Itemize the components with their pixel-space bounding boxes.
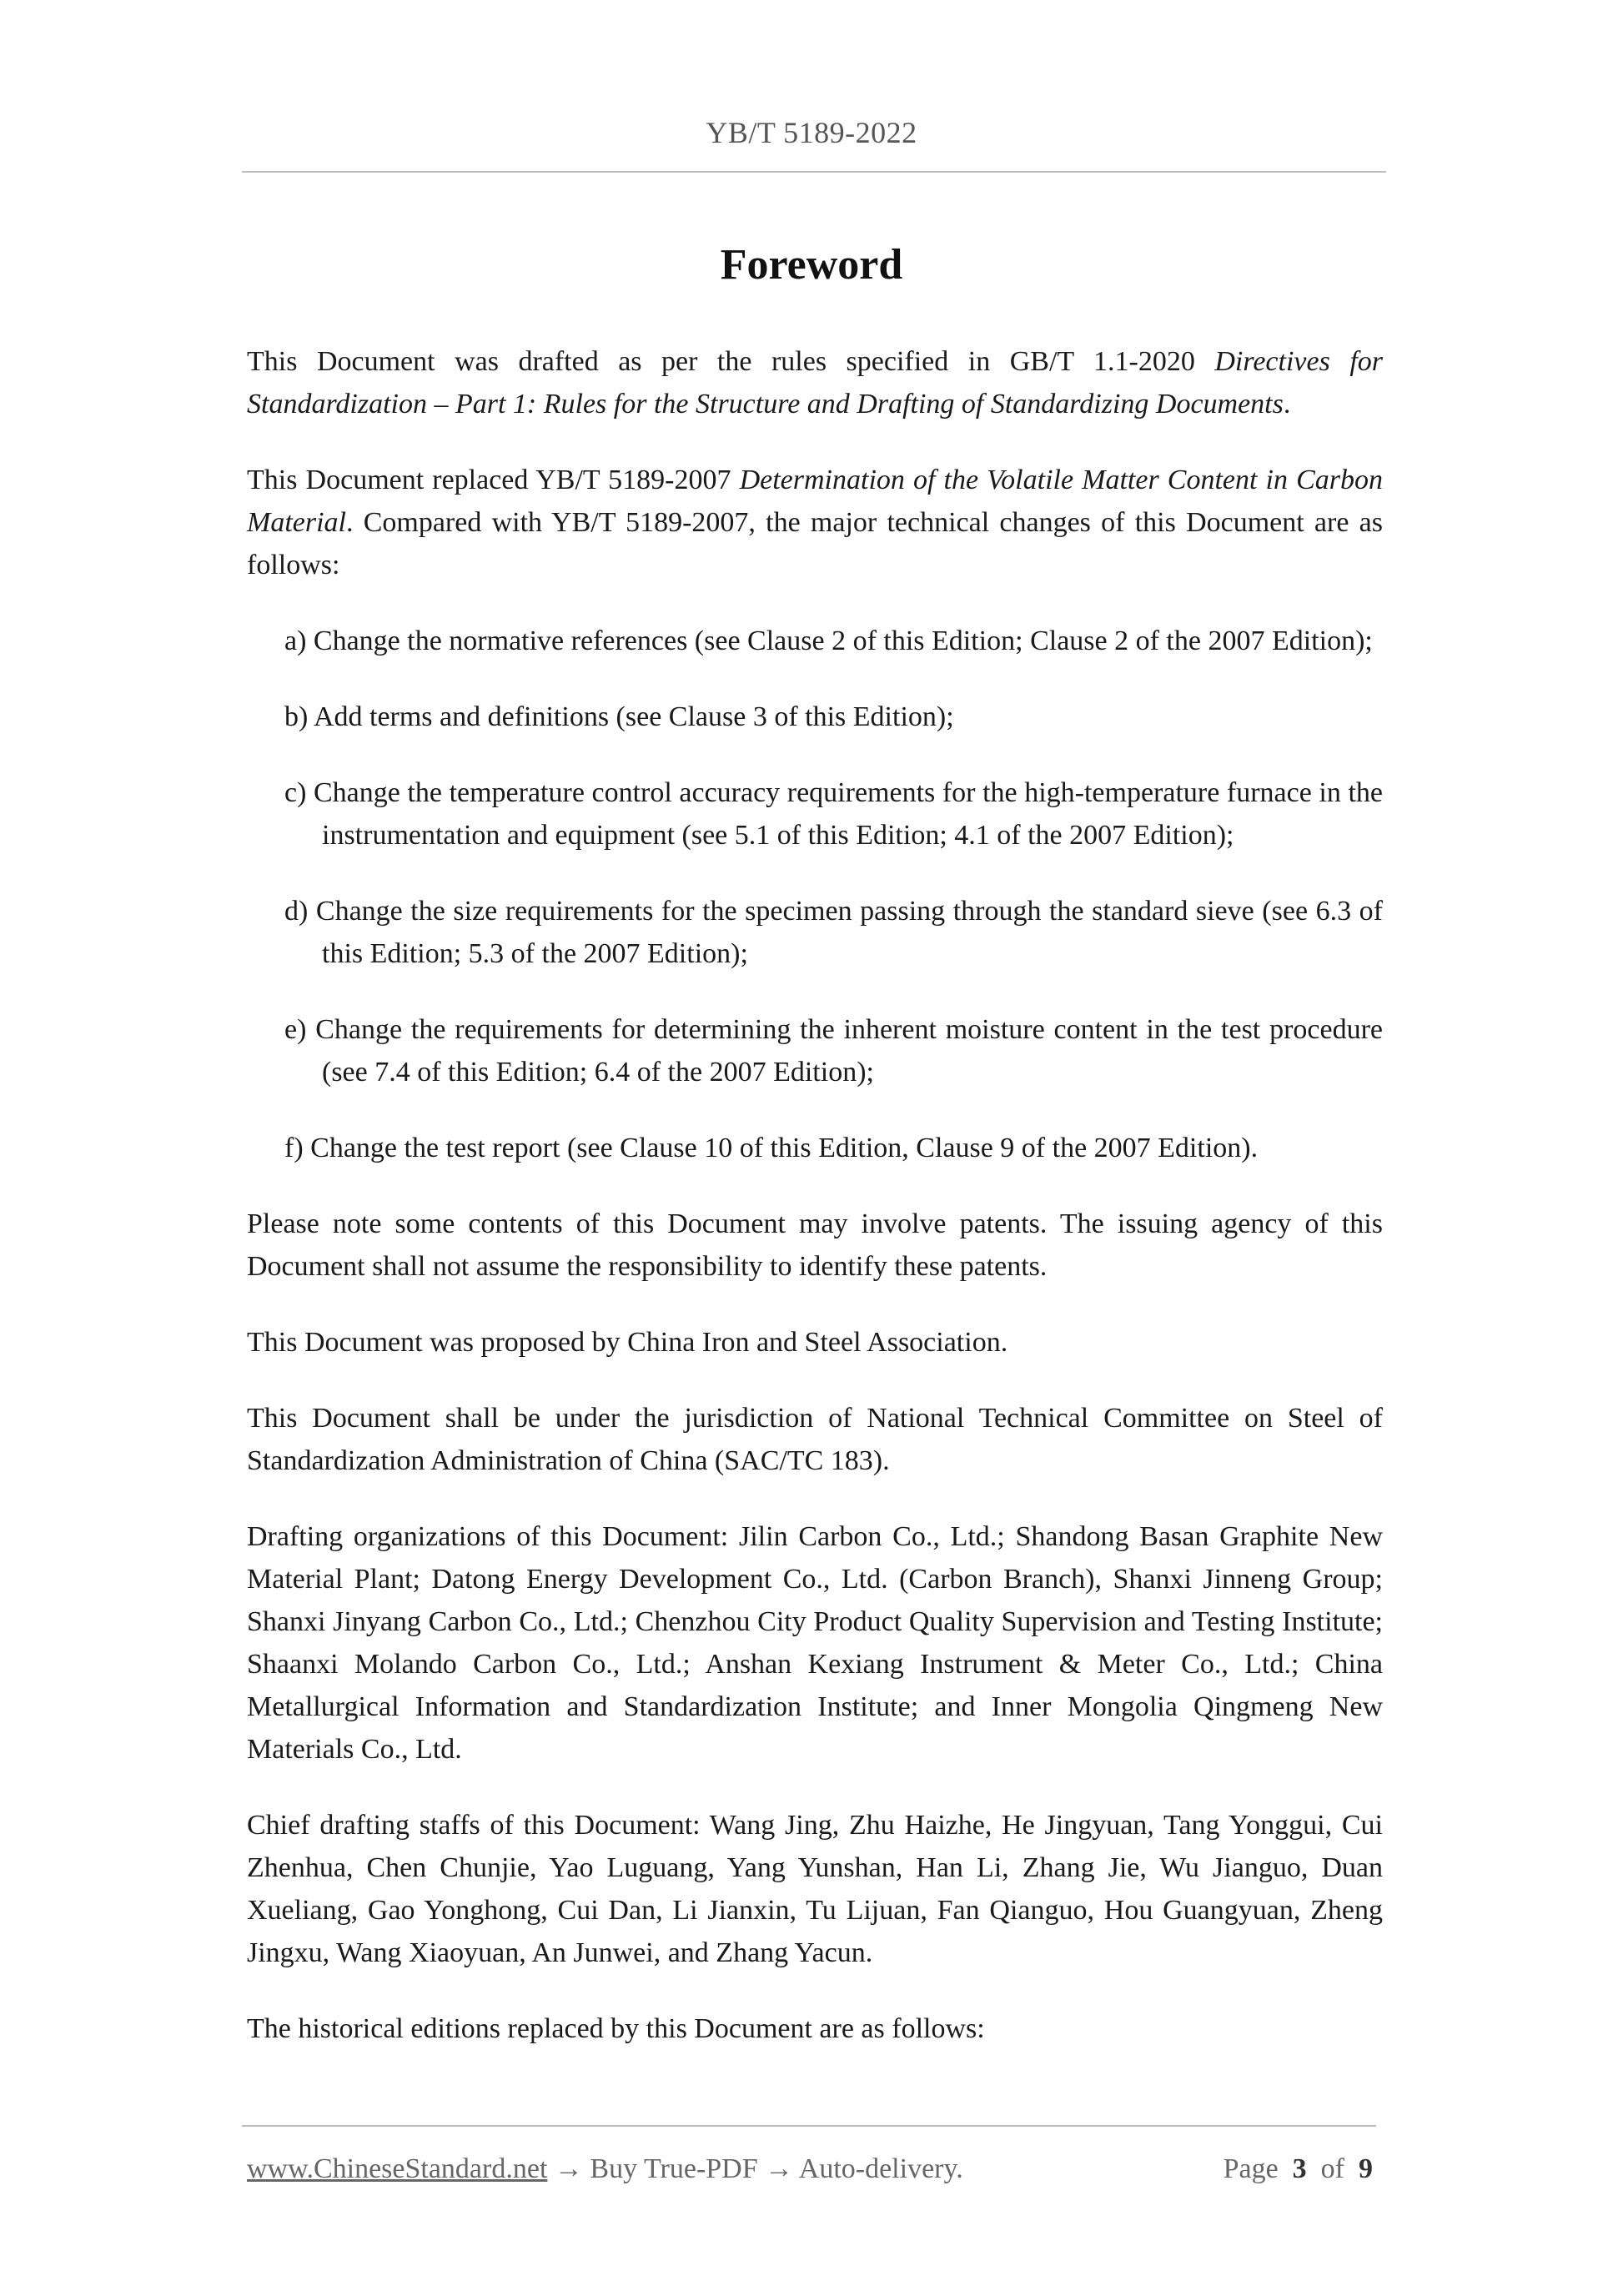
footer-promo bbox=[247, 2153, 963, 2185]
list-item: b) Add terms and definitions (see Clause 3 of this Edition); bbox=[284, 701, 954, 732]
paragraph-drafting-rules: This Document was drafted as per the rules specified in GB/T 1.1-2020 Directives for Standardization – Part 1: Rules for the Structure and Drafting of Standardizing Documents. bbox=[247, 346, 1384, 420]
paragraph-proposed-by: This Document was proposed by China Iron and Steel Association. bbox=[247, 1327, 1008, 1358]
list-item: e) Change the requirements for determining the inherent moisture content in the test procedure (see 7.4 of this Edition; 6.4 of the 2007 Edition); bbox=[284, 1014, 1383, 1088]
paragraph-drafting-organizations: Drafting organizations of this Document: Jilin Carbon Co., Ltd.; Shandong Basan Graphite New Material Plant; Datong Energy Development Co., Ltd. (Carbon Branch), Shanxi Jinneng Group; Shanxi Jinyang Carbon Co., Ltd.; Chenzhou City Product Quality Supervision and Testing Institute; Shaanxi Molando Carbon Co., Ltd.; Anshan Kexiang Instrument & Meter Co., Ltd.; China Metallurgical Information and Standardization Institute; and Inner Mongolia Qingmeng New Materials Co., Ltd. bbox=[247, 1521, 1383, 1765]
replaced-standard-title: Determination of the Volatile Matter Content in Carbon Material bbox=[247, 465, 1383, 538]
page-title: Foreword bbox=[720, 241, 903, 289]
directives-title: Directives for Standardization – Part 1: Rules for the Structure and Drafting of Standardizing Documents bbox=[247, 346, 1384, 420]
footer-divider bbox=[242, 2125, 1376, 2127]
paragraph-patents: Please note some contents of this Document may involve patents. The issuing agency of this Document shall not assume the responsibility to identify these patents. bbox=[247, 1208, 1383, 1282]
paragraph-chief-drafting-staff: Chief drafting staffs of this Document: Wang Jing, Zhu Haizhe, He Jingyuan, Tang Yonggui, Cui Zhenhua, Chen Chunjie, Yao Luguang, Yang Yunshan, Han Li, Zhang Jie, Wu Jianguo, Duan Xueliang, Gao Yonghong, Cui Dan, Li Jianxin, Tu Lijuan, Fan Qianguo, Hou Guangyuan, Zheng Jingxu, Wang Xiaoyuan, An Junwei, and Zhang Yacun. bbox=[247, 1810, 1383, 1968]
foreword-body bbox=[247, 340, 1383, 2083]
technical-changes-list bbox=[247, 620, 1383, 1169]
list-item: f) Change the test report (see Clause 10 of this Edition, Clause 9 of the 2007 Edition). bbox=[284, 1133, 1259, 1163]
header-divider bbox=[242, 171, 1386, 173]
total-pages: 9 bbox=[1359, 2153, 1373, 2184]
paragraph-historical-editions: The historical editions replaced by this Document are as follows: bbox=[247, 2013, 985, 2044]
page-number: Page 3 of 9 bbox=[1223, 2153, 1373, 2184]
list-item: d) Change the size requirements for the specimen passing through the standard sieve (see 6.3 of this Edition; 5.3 of the 2007 Edition); bbox=[284, 896, 1383, 969]
paragraph-jurisdiction: This Document shall be under the jurisdiction of National Technical Committee on Steel of Standardization Administration of China (SAC/TC 183). bbox=[247, 1403, 1383, 1476]
running-header: YB/T 5189-2022 bbox=[706, 116, 917, 149]
list-item: c) Change the temperature control accuracy requirements for the high-temperature furnace in the instrumentation and equipment (see 5.1 of this Edition; 4.1 of the 2007 Edition); bbox=[284, 777, 1383, 851]
footer-tagline: → Buy True-PDF → Auto-delivery. bbox=[547, 2153, 963, 2184]
current-page: 3 bbox=[1292, 2153, 1307, 2184]
paragraph-replaced-edition: This Document replaced YB/T 5189-2007 Determination of the Volatile Matter Content in Carbon Material. Compared with YB/T 5189-2007, the major technical changes of this Document are as follows: bbox=[247, 465, 1383, 580]
list-item: a) Change the normative references (see Clause 2 of this Edition; Clause 2 of the 2007 Edition); bbox=[284, 625, 1373, 656]
site-link[interactable]: www.ChineseStandard.net bbox=[247, 2153, 548, 2184]
